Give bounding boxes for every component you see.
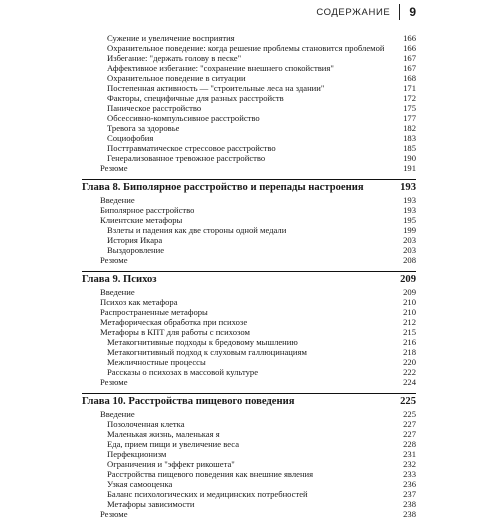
toc-entry-page: 191 bbox=[403, 163, 416, 173]
toc-entry-page: 167 bbox=[403, 63, 416, 73]
toc-entry-page: 210 bbox=[403, 307, 416, 317]
toc-entry bbox=[82, 215, 416, 225]
toc-entry bbox=[82, 153, 416, 163]
toc-entry-title: Еда, прием пищи и увеличение веса bbox=[107, 439, 240, 449]
toc-entry bbox=[82, 509, 416, 519]
header-divider bbox=[399, 4, 400, 20]
toc-entry-title: Выздоровление bbox=[107, 245, 165, 255]
toc-entry-title: Аффективное избегание: "сохранение внешнего спокойствия" bbox=[107, 63, 334, 73]
toc-entry-page: 212 bbox=[403, 317, 416, 327]
toc-entry-title: Тревога за здоровье bbox=[107, 123, 180, 133]
chapter-page: 209 bbox=[400, 274, 416, 285]
toc-entry-page: 218 bbox=[403, 347, 416, 357]
toc-entry bbox=[82, 347, 416, 357]
toc-entry-page: 182 bbox=[403, 123, 416, 133]
toc-entry-title: Резюме bbox=[100, 377, 128, 387]
toc-entry-page: 166 bbox=[403, 33, 416, 43]
page-number: 9 bbox=[409, 5, 416, 19]
toc-entry-page: 190 bbox=[403, 153, 416, 163]
toc-entry-title: Рассказы о психозах в массовой культуре bbox=[107, 367, 259, 377]
toc-entry-page: 228 bbox=[403, 439, 416, 449]
toc-entry bbox=[82, 297, 416, 307]
toc-entry bbox=[82, 205, 416, 215]
toc-entry bbox=[82, 489, 416, 499]
toc-entry-page: 227 bbox=[403, 419, 416, 429]
toc-entry-page: 175 bbox=[403, 103, 416, 113]
table-of-contents bbox=[82, 33, 416, 519]
toc-entry bbox=[82, 439, 416, 449]
toc-entry bbox=[82, 255, 416, 265]
toc-entry-title: Психоз как метафора bbox=[100, 297, 178, 307]
toc-entry-page: 203 bbox=[403, 245, 416, 255]
toc-entry bbox=[82, 225, 416, 235]
toc-entry-title: Узкая самооценка bbox=[107, 479, 173, 489]
toc-entry bbox=[82, 123, 416, 133]
toc-entry-title: Биполярное расстройство bbox=[100, 205, 195, 215]
running-header bbox=[316, 2, 416, 22]
toc-entry-page: 237 bbox=[403, 489, 416, 499]
toc-entry-title: Межличностные процессы bbox=[107, 357, 206, 367]
chapter-title: Глава 10. Расстройства пищевого поведения bbox=[82, 396, 295, 407]
section-title: СОДЕРЖАНИЕ bbox=[316, 6, 391, 18]
toc-entry bbox=[82, 357, 416, 367]
toc-entry bbox=[82, 479, 416, 489]
toc-entry bbox=[82, 195, 416, 205]
toc-entry-title: Постепенная активность — "строительные леса на здании" bbox=[107, 83, 325, 93]
toc-entry bbox=[82, 419, 416, 429]
toc-entry bbox=[82, 377, 416, 387]
toc-entry-page: 203 bbox=[403, 235, 416, 245]
toc-entry-page: 208 bbox=[403, 255, 416, 265]
toc-entry-title: Клиентские метафоры bbox=[100, 215, 183, 225]
toc-entry-title: Ограничения и "эффект рикошета" bbox=[107, 459, 235, 469]
toc-entry bbox=[82, 469, 416, 479]
toc-entry-page: 168 bbox=[403, 73, 416, 83]
toc-entry bbox=[82, 93, 416, 103]
toc-entry-page: 210 bbox=[403, 297, 416, 307]
toc-entry bbox=[82, 53, 416, 63]
chapter-title: Глава 8. Биполярное расстройство и перепады настроения bbox=[82, 182, 364, 193]
toc-entry bbox=[82, 113, 416, 123]
toc-entry bbox=[82, 449, 416, 459]
toc-entry bbox=[82, 245, 416, 255]
chapter-page: 193 bbox=[400, 182, 416, 193]
toc-entry-page: 177 bbox=[403, 113, 416, 123]
toc-entry-title: Факторы, специфичные для разных расстройств bbox=[107, 93, 284, 103]
toc-entry-title: Баланс психологических и медицинских потребностей bbox=[107, 489, 308, 499]
toc-entry bbox=[82, 103, 416, 113]
toc-entry-page: 185 bbox=[403, 143, 416, 153]
toc-entry-title: Охранительное поведение: когда решение проблемы становится проблемой bbox=[107, 43, 385, 53]
toc-entry bbox=[82, 429, 416, 439]
toc-entry-page: 224 bbox=[403, 377, 416, 387]
toc-entry bbox=[82, 133, 416, 143]
toc-entry bbox=[82, 33, 416, 43]
toc-entry bbox=[82, 307, 416, 317]
toc-entry-page: 227 bbox=[403, 429, 416, 439]
chapter-heading bbox=[82, 271, 416, 287]
toc-entry-page: 216 bbox=[403, 337, 416, 347]
toc-entry-title: Введение bbox=[100, 195, 135, 205]
toc-entry-page: 232 bbox=[403, 459, 416, 469]
toc-entry-title: Генерализованное тревожное расстройство bbox=[107, 153, 266, 163]
toc-entry bbox=[82, 409, 416, 419]
toc-entry-page: 225 bbox=[403, 409, 416, 419]
chapter-heading bbox=[82, 393, 416, 409]
toc-entry bbox=[82, 143, 416, 153]
toc-entry-page: 231 bbox=[403, 449, 416, 459]
toc-entry-page: 236 bbox=[403, 479, 416, 489]
toc-entry-title: Посттравматическое стрессовое расстройство bbox=[107, 143, 276, 153]
toc-entry-page: 199 bbox=[403, 225, 416, 235]
toc-entry-title: Распространенные метафоры bbox=[100, 307, 208, 317]
toc-entry-page: 183 bbox=[403, 133, 416, 143]
chapter-title: Глава 9. Психоз bbox=[82, 274, 157, 285]
toc-entry-page: 238 bbox=[403, 509, 416, 519]
toc-entry-title: Избегание: "держать голову в песке" bbox=[107, 53, 242, 63]
toc-entry-page: 172 bbox=[403, 93, 416, 103]
toc-entry bbox=[82, 73, 416, 83]
toc-entry-page: 195 bbox=[403, 215, 416, 225]
toc-entry-title: Резюме bbox=[100, 509, 128, 519]
toc-entry bbox=[82, 367, 416, 377]
toc-entry bbox=[82, 163, 416, 173]
toc-entry-title: Взлеты и падения как две стороны одной медали bbox=[107, 225, 287, 235]
toc-entry-title: Метафорическая обработка при психозе bbox=[100, 317, 248, 327]
toc-entry-page: 171 bbox=[403, 83, 416, 93]
toc-entry bbox=[82, 499, 416, 509]
toc-entry-title: Паническое расстройство bbox=[107, 103, 202, 113]
toc-entry-title: Перфекционизм bbox=[107, 449, 167, 459]
toc-entry bbox=[82, 83, 416, 93]
toc-entry bbox=[82, 43, 416, 53]
toc-entry bbox=[82, 337, 416, 347]
toc-entry-page: 238 bbox=[403, 499, 416, 509]
toc-entry-title: Метафоры зависимости bbox=[107, 499, 195, 509]
toc-entry-page: 209 bbox=[403, 287, 416, 297]
chapter-heading bbox=[82, 179, 416, 195]
toc-entry-title: Введение bbox=[100, 409, 135, 419]
toc-entry-title: Расстройства пищевого поведения как внешние явления bbox=[107, 469, 314, 479]
chapter-page: 225 bbox=[400, 396, 416, 407]
toc-entry-title: Маленькая жизнь, маленькая я bbox=[107, 429, 220, 439]
toc-entry-title: Метакогнитивный подход к слуховым галлюцинациям bbox=[107, 347, 307, 357]
toc-entry-page: 167 bbox=[403, 53, 416, 63]
toc-entry-title: Резюме bbox=[100, 255, 128, 265]
toc-entry-title: Сужение и увеличение восприятия bbox=[107, 33, 235, 43]
toc-entry-title: Введение bbox=[100, 287, 135, 297]
toc-entry-page: 166 bbox=[403, 43, 416, 53]
toc-entry-title: Резюме bbox=[100, 163, 128, 173]
toc-entry-page: 215 bbox=[403, 327, 416, 337]
toc-entry bbox=[82, 327, 416, 337]
toc-entry-title: Охранительное поведение в ситуации bbox=[107, 73, 246, 83]
toc-entry bbox=[82, 459, 416, 469]
toc-entry-title: Позолоченная клетка bbox=[107, 419, 185, 429]
toc-entry-page: 220 bbox=[403, 357, 416, 367]
toc-entry-page: 193 bbox=[403, 205, 416, 215]
toc-entry bbox=[82, 235, 416, 245]
toc-entry-title: История Икара bbox=[107, 235, 163, 245]
toc-entry-page: 233 bbox=[403, 469, 416, 479]
toc-entry-title: Метакогнитивные подходы к бредовому мышлению bbox=[107, 337, 298, 347]
toc-entry-title: Обсессивно-компульсивное расстройство bbox=[107, 113, 260, 123]
toc-entry-page: 193 bbox=[403, 195, 416, 205]
toc-entry-title: Метафоры в КПТ для работы с психозом bbox=[100, 327, 250, 337]
toc-entry-title: Социофобия bbox=[107, 133, 154, 143]
toc-entry bbox=[82, 287, 416, 297]
toc-entry bbox=[82, 63, 416, 73]
toc-entry-page: 222 bbox=[403, 367, 416, 377]
toc-entry bbox=[82, 317, 416, 327]
